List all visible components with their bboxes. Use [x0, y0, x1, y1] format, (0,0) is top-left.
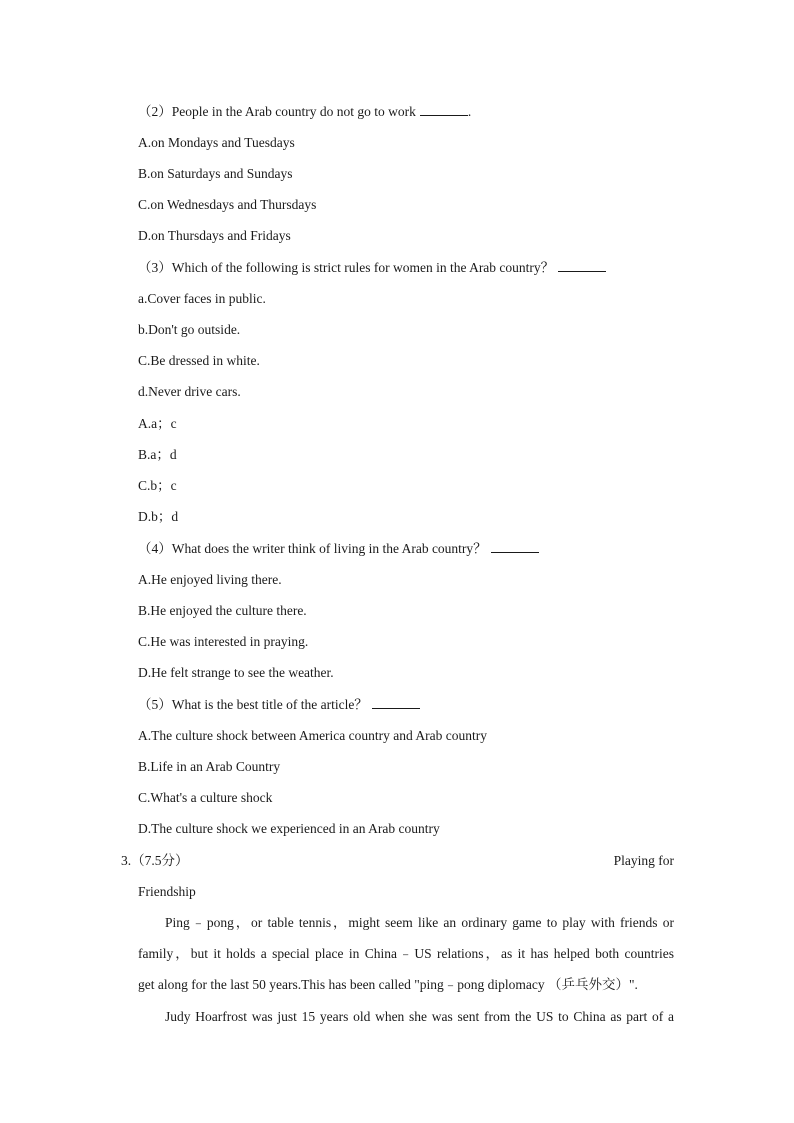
- q2-option-a: A.on Mondays and Tuesdays: [138, 135, 295, 150]
- q3-option-b: B.a；d: [138, 447, 177, 462]
- q2-stem-end: .: [467, 104, 472, 119]
- q2-option-b: B.on Saturdays and Sundays: [138, 166, 293, 181]
- q5-answer-blank: [372, 696, 420, 709]
- q3-statement-b: b.Don't go outside.: [138, 322, 241, 337]
- q4-stem: [138, 540, 539, 558]
- q5-stem-text: （5）What is the best title of the article？: [138, 697, 368, 712]
- q2-stem-text: （2）People in the Arab country do not go to work: [138, 104, 416, 119]
- q4-stem-text: （4）What does the writer think of living in the Arab country？: [138, 541, 487, 556]
- q3-stem-text: （3）Which of the following is strict rules for women in the Arab country？: [138, 260, 555, 275]
- q3-option-a: A.a；c: [138, 416, 177, 431]
- q4-option-a: A.He enjoyed living there.: [138, 572, 282, 587]
- q3-stem: [138, 259, 606, 277]
- q4-option-b: B.He enjoyed the culture there.: [138, 603, 307, 618]
- q2-stem: [138, 103, 471, 121]
- q2-answer-blank: [420, 103, 468, 116]
- q5-option-d: D.The culture shock we experienced in an Arab country: [138, 821, 440, 836]
- q3-answer-blank: [558, 259, 606, 272]
- section3-para2-line1: Judy Hoarfrost was just 15 years old when she was sent from the US to China as part of a: [165, 1009, 674, 1024]
- q5-option-a: A.The culture shock between America country and Arab country: [138, 728, 488, 743]
- q5-option-b: B.Life in an Arab Country: [138, 759, 281, 774]
- q3-statement-c: C.Be dressed in white.: [138, 353, 260, 368]
- q4-option-c: C.He was interested in praying.: [138, 634, 309, 649]
- q3-option-c: C.b；c: [138, 478, 177, 493]
- q3-statement-a: a.Cover faces in public.: [138, 291, 266, 306]
- section3-title-part1: Playing for: [613, 853, 674, 868]
- q3-statement-d: d.Never drive cars.: [138, 384, 241, 399]
- section3-para1-line2: family，but it holds a special place in China﹣US relations，as it has helped both countries: [138, 946, 674, 961]
- section3-number: 3.（7.5分）: [121, 853, 189, 868]
- q3-option-d: D.b；d: [138, 509, 179, 524]
- section3-title-part2: Friendship: [138, 884, 196, 899]
- q5-option-c: C.What's a culture shock: [138, 790, 273, 805]
- section3-para1-line3: get along for the last 50 years.This has been called "ping﹣pong diplomacy （乒乓外交）".: [138, 977, 638, 992]
- q5-stem: [138, 696, 420, 714]
- q4-option-d: D.He felt strange to see the weather.: [138, 665, 334, 680]
- section3-para1-line1: Ping﹣pong，or table tennis，might seem like an ordinary game to play with friends or: [165, 915, 674, 930]
- q2-option-c: C.on Wednesdays and Thursdays: [138, 197, 317, 212]
- q2-option-d: D.on Thursdays and Fridays: [138, 228, 291, 243]
- q4-answer-blank: [491, 540, 539, 553]
